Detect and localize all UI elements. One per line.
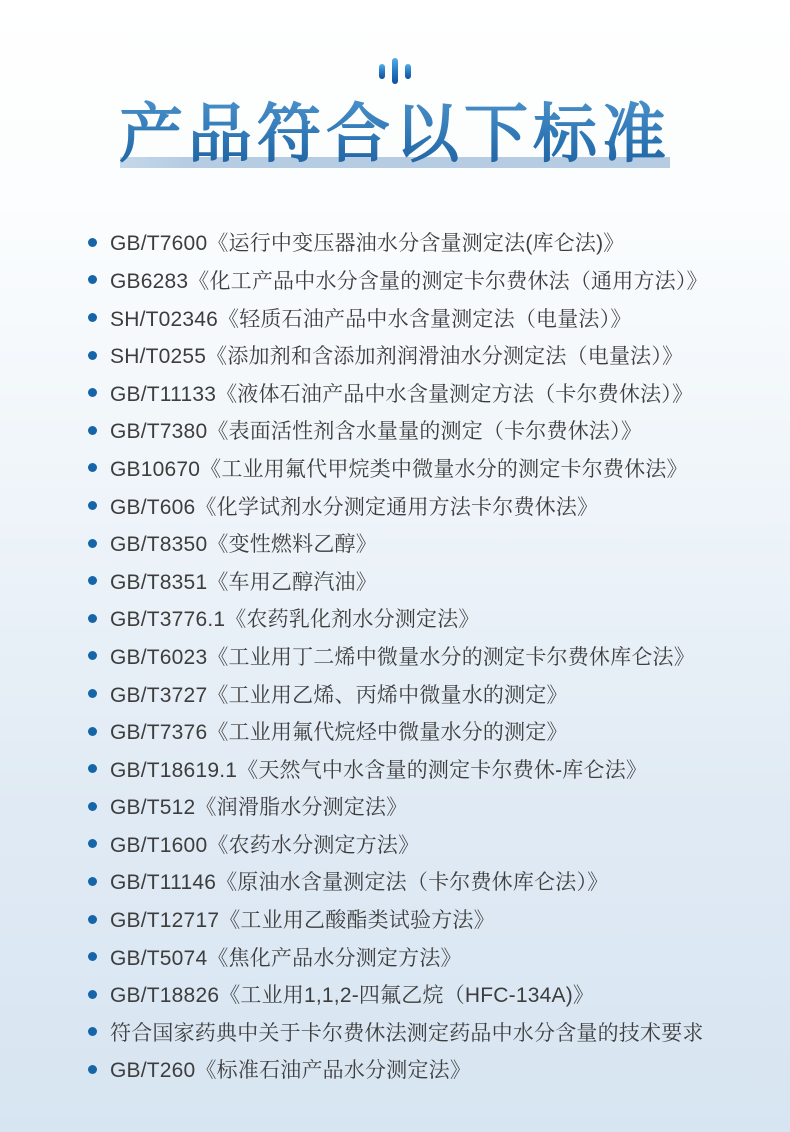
decor-icon-row (0, 0, 790, 84)
standard-item (88, 1051, 790, 1089)
standard-text: GB/T7380《表面活性剂含水量量的测定（卡尔费休法）》 (110, 420, 643, 444)
bullet-icon (88, 501, 97, 510)
standard-item (88, 224, 790, 262)
bullet-icon (88, 990, 97, 999)
standard-text: GB/T3776.1《农药乳化剂水分测定法》 (110, 608, 480, 632)
bullet-icon (88, 1065, 97, 1074)
standard-item (88, 374, 790, 412)
standard-text: GB/T7376《工业用氟代烷烃中微量水分的测定》 (110, 721, 568, 745)
bullet-icon (88, 802, 97, 811)
standard-text: GB/T6023《工业用丁二烯中微量水分的测定卡尔费休库仑法》 (110, 645, 695, 669)
bullet-icon (88, 689, 97, 698)
standard-text: 符合国家药典中关于卡尔费休法测定药品中水分含量的技术要求 (110, 1021, 704, 1045)
standard-item (88, 900, 790, 938)
standard-item (88, 788, 790, 826)
standard-item (88, 863, 790, 901)
bullet-icon (88, 651, 97, 660)
standard-text: GB/T1600《农药水分测定方法》 (110, 833, 420, 857)
standard-item (88, 825, 790, 863)
bullet-icon (88, 388, 97, 397)
bullet-icon (88, 463, 97, 472)
sound-bar-right (405, 64, 411, 79)
standard-item (88, 750, 790, 788)
standard-item (88, 336, 790, 374)
bullet-icon (88, 1027, 97, 1036)
bullet-icon (88, 238, 97, 247)
bullet-icon (88, 877, 97, 886)
bullet-icon (88, 351, 97, 360)
standard-item (88, 975, 790, 1013)
bullet-icon (88, 764, 97, 773)
bullet-icon (88, 426, 97, 435)
standard-text: GB/T7600《运行中变压器油水分含量测定法(库仑法)》 (110, 232, 625, 256)
standard-item (88, 562, 790, 600)
standard-text: GB/T606《化学试剂水分测定通用方法卡尔费休法》 (110, 495, 599, 519)
standard-text: GB/T18619.1《天然气中水含量的测定卡尔费休-库仑法》 (110, 758, 648, 782)
bullet-icon (88, 576, 97, 585)
sound-bars-icon (379, 58, 411, 84)
standard-item (88, 1013, 790, 1051)
standard-text: GB/T8351《车用乙醇汽油》 (110, 570, 377, 594)
standard-text: GB/T11133《液体石油产品中水含量测定方法（卡尔费休法）》 (110, 382, 694, 406)
standard-item (88, 938, 790, 976)
standard-item (88, 261, 790, 299)
standard-text: GB6283《化工产品中水分含量的测定卡尔费休法（通用方法）》 (110, 269, 708, 293)
bullet-icon (88, 313, 97, 322)
bullet-icon (88, 952, 97, 961)
sound-bar-middle (392, 58, 398, 84)
standard-text: GB/T18826《工业用1,1,2-四氟乙烷（HFC-134A)》 (110, 984, 595, 1008)
bullet-icon (88, 275, 97, 284)
standards-list (0, 224, 790, 1089)
standard-item (88, 299, 790, 337)
standard-item (88, 637, 790, 675)
standard-item (88, 712, 790, 750)
standard-item (88, 449, 790, 487)
standard-text: GB/T3727《工业用乙烯、丙烯中微量水的测定》 (110, 683, 568, 707)
standard-item (88, 412, 790, 450)
sound-bar-left (379, 64, 385, 79)
standard-text: GB/T512《润滑脂水分测定法》 (110, 796, 408, 820)
page-title: 产品符合以下标准 (0, 98, 790, 172)
bullet-icon (88, 839, 97, 848)
standard-text: SH/T02346《轻质石油产品中水含量测定法（电量法）》 (110, 307, 632, 331)
standard-item (88, 524, 790, 562)
standard-text: GB/T12717《工业用乙酸酯类试验方法》 (110, 909, 495, 933)
standard-text: GB/T11146《原油水含量测定法（卡尔费休库仑法）》 (110, 871, 609, 895)
standard-text: GB/T5074《焦化产品水分测定方法》 (110, 946, 462, 970)
bullet-icon (88, 915, 97, 924)
bullet-icon (88, 539, 97, 548)
standard-item (88, 487, 790, 525)
bullet-icon (88, 614, 97, 623)
standard-text: GB/T260《标准石油产品水分测定法》 (110, 1059, 472, 1083)
standard-item (88, 600, 790, 638)
standard-text: GB/T8350《变性燃料乙醇》 (110, 533, 377, 557)
bullet-icon (88, 727, 97, 736)
standard-text: GB10670《工业用氟代甲烷类中微量水分的测定卡尔费休法》 (110, 457, 688, 481)
standard-item (88, 675, 790, 713)
standard-text: SH/T0255《添加剂和含添加剂润滑油水分测定法（电量法）》 (110, 345, 684, 369)
